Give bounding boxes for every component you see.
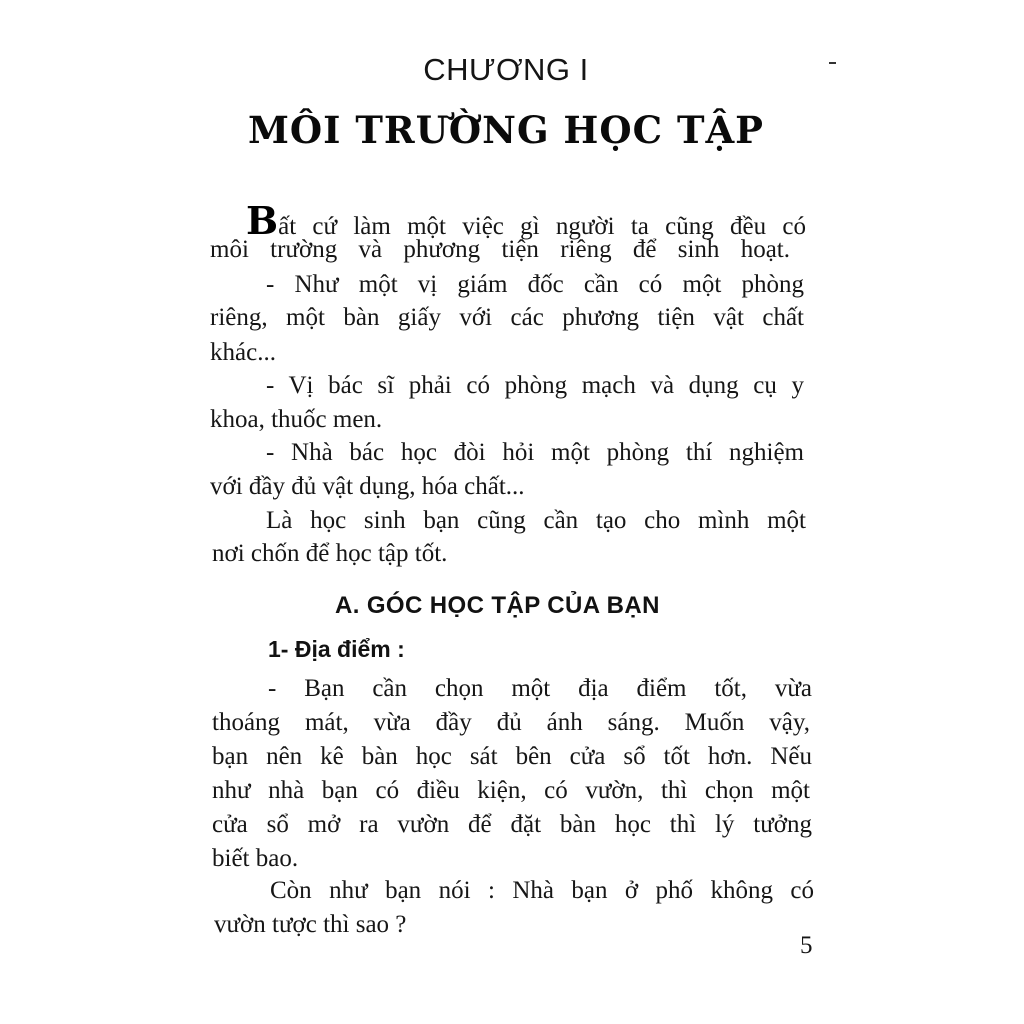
chapter-title: MÔI TRƯỜNG HỌC TẬP [247, 108, 765, 152]
page-number: 5 [800, 932, 813, 959]
body-line: với đầy đủ vật dụng, hóa chất... [210, 473, 525, 500]
body-line-text: ất cứ làm một việc gì người ta cũng đều có [278, 213, 806, 240]
body-line: - Nhà bác học đòi hỏi một phòng thí nghiệm [266, 439, 804, 466]
body-line: khoa, thuốc men. [210, 406, 383, 433]
chapter-label: CHƯƠNG I [423, 52, 589, 87]
body-line: nơi chốn để học tập tốt. [212, 540, 448, 567]
subsection-heading: 1- Địa điểm : [268, 636, 405, 662]
body-line: vườn tược thì sao ? [214, 911, 407, 938]
body-line: - Bạn cần chọn một địa điểm tốt, vừa [268, 675, 812, 702]
drop-cap: B [246, 198, 279, 243]
body-line: - Như một vị giám đốc cần có một phòng [266, 271, 804, 298]
body-line: Còn như bạn nói : Nhà bạn ở phố không có [270, 877, 814, 904]
body-line [246, 198, 806, 243]
body-line: cửa sổ mở ra vườn để đặt bàn học thì lý tưởng [212, 811, 812, 838]
body-line: riêng, một bàn giấy với các phương tiện vật chất [210, 304, 804, 331]
body-line: khác... [210, 339, 276, 366]
body-line: môi trường và phương tiện riêng để sinh hoạt. [210, 236, 790, 263]
body-line: Là học sinh bạn cũng cần tạo cho mình một [266, 507, 806, 534]
body-line: biết bao. [212, 845, 299, 872]
body-line: thoáng mát, vừa đầy đủ ánh sáng. Muốn vậy, [212, 709, 810, 736]
body-line: như nhà bạn có điều kiện, có vườn, thì chọn một [212, 777, 810, 804]
body-line: bạn nên kê bàn học sát bên cửa sổ tốt hơn. Nếu [212, 743, 812, 770]
section-heading: A. GÓC HỌC TẬP CỦA BẠN [335, 592, 660, 619]
body-line: - Vị bác sĩ phải có phòng mạch và dụng cụ y [266, 372, 804, 399]
